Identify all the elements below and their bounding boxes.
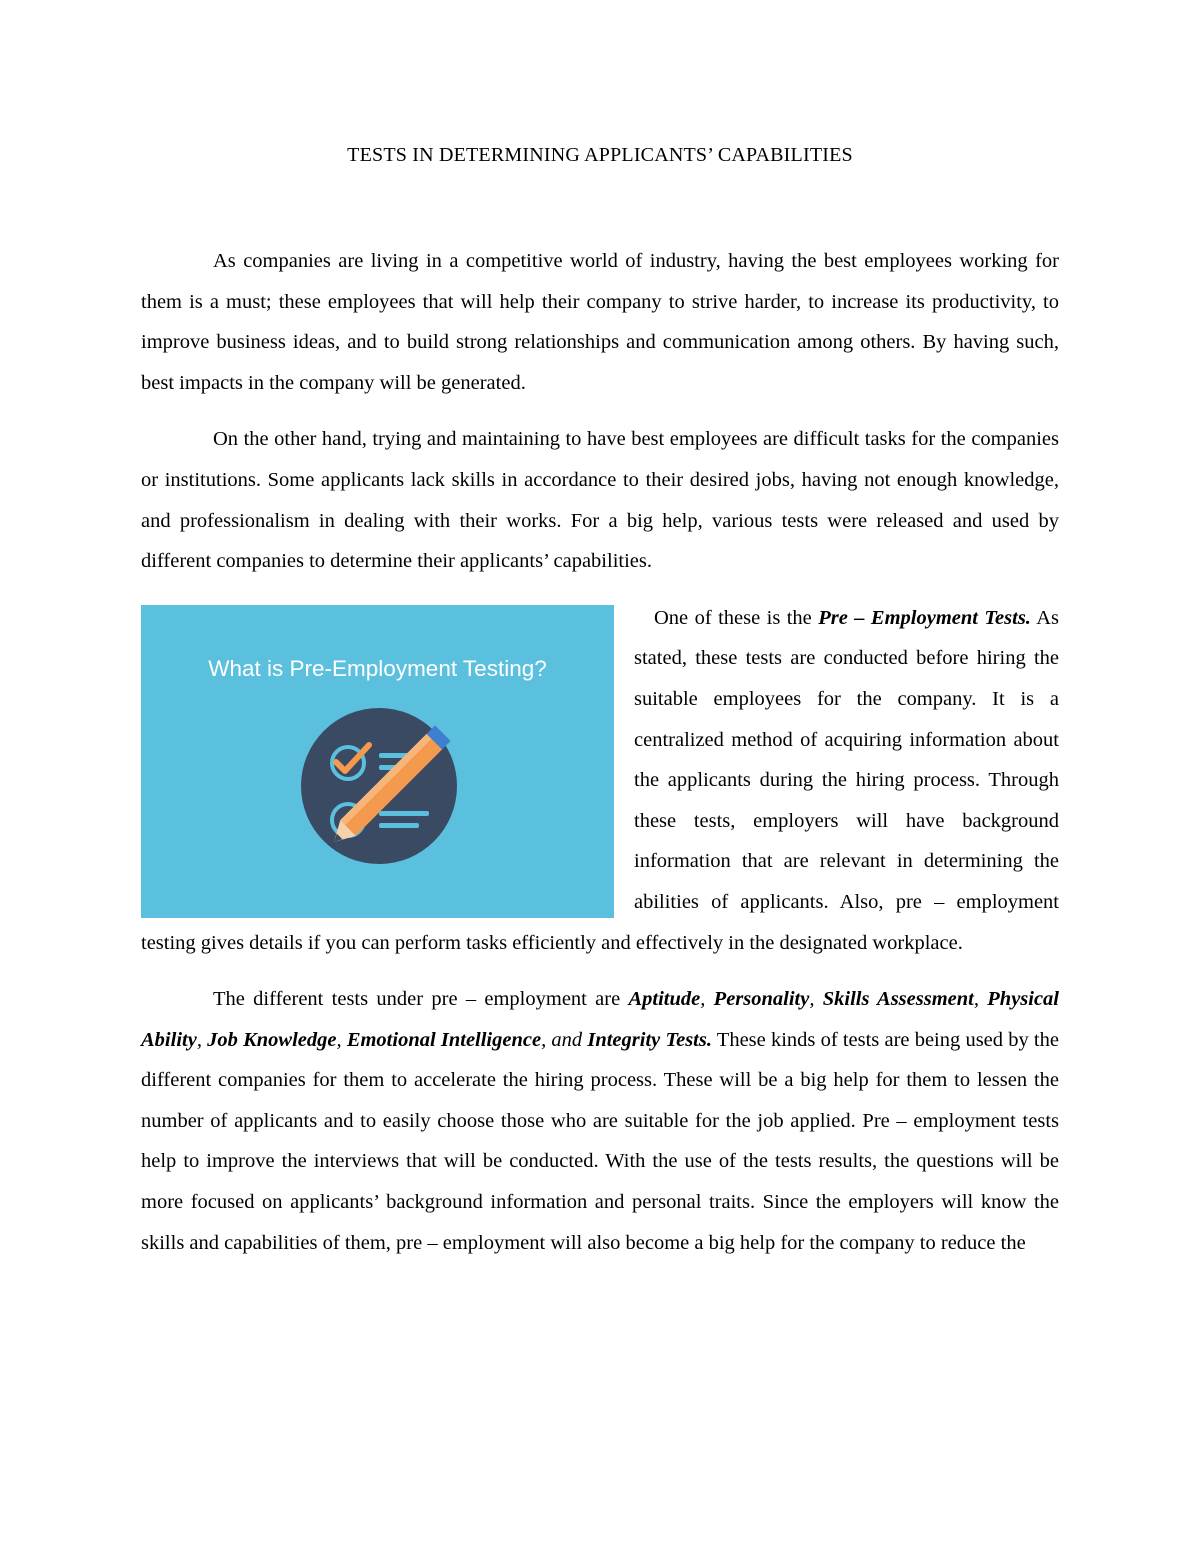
paragraph-3-intro: One of these is the bbox=[654, 606, 819, 629]
and-word: and bbox=[551, 1028, 583, 1051]
separator: , bbox=[809, 988, 823, 1011]
separator: , bbox=[700, 988, 714, 1011]
paragraph-4-intro: The different tests under pre – employment are bbox=[213, 988, 629, 1011]
pre-employment-testing-figure bbox=[141, 605, 614, 918]
paragraph-3-body: As stated, these tests are conducted before hiring the suitable employees for the company. It is a centralized method of acquiring information about the applicants during the hiring process. Through these tests, employers will have background information that are relevant in determining the abilities of applicants. Also, pre – employment testing gives details if you can perform tasks efficiently and effectively in the designated workplace. bbox=[141, 606, 1060, 954]
separator: , bbox=[336, 1028, 347, 1051]
test-skills-assessment: Skills Assessment bbox=[822, 988, 974, 1011]
pre-employment-tests-term: Pre – Employment Tests. bbox=[818, 606, 1031, 629]
test-aptitude: Aptitude bbox=[628, 988, 701, 1011]
paragraph-4 bbox=[141, 979, 1059, 1263]
paragraph-4-body: These kinds of tests are being used by the different companies for them to accelerate the hiring process. These will be a big help for them to lessen the number of applicants and to easily choose those who are suitable for the job applied. Pre – employment tests help to improve the interviews that will be conducted. With the use of the tests results, the questions will be more focused on applicants’ background information and personal traits. Since the employers will know the skills and capabilities of them, pre – employment will also become a big help for the company to reduce the bbox=[141, 1028, 1059, 1254]
test-integrity: Integrity Tests. bbox=[587, 1028, 712, 1051]
separator: , bbox=[973, 988, 988, 1011]
document-body bbox=[141, 241, 1059, 1279]
figure-caption: What is Pre-Employment Testing? bbox=[208, 655, 547, 681]
document-title: TESTS IN DETERMINING APPLICANTS’ CAPABILITIES bbox=[347, 144, 853, 166]
test-job-knowledge: Job Knowledge bbox=[207, 1028, 337, 1051]
test-emotional-intelligence: Emotional Intelligence bbox=[346, 1028, 542, 1051]
paragraph-1: As companies are living in a competitive world of industry, having the best employees working for them is a must; these employees that will help their company to strive harder, to increase its productivity, to improve business ideas, and to build strong relationships and communication among others. By having such, best impacts in the company will be generated. bbox=[141, 250, 1059, 394]
test-personality: Personality bbox=[713, 988, 810, 1011]
separator: , bbox=[196, 1028, 208, 1051]
separator: , bbox=[541, 1028, 552, 1051]
paragraph-2: On the other hand, trying and maintaining to have best employees are difficult tasks for the companies or institutions. Some applicants lack skills in accordance to their desired jobs, having not enough knowledge, and professionalism in dealing with their works. For a big help, various tests were released and used by different companies to determine their applicants’ capabilities. bbox=[141, 428, 1059, 573]
test-physical-ability: Physical Ability bbox=[141, 988, 1060, 1051]
